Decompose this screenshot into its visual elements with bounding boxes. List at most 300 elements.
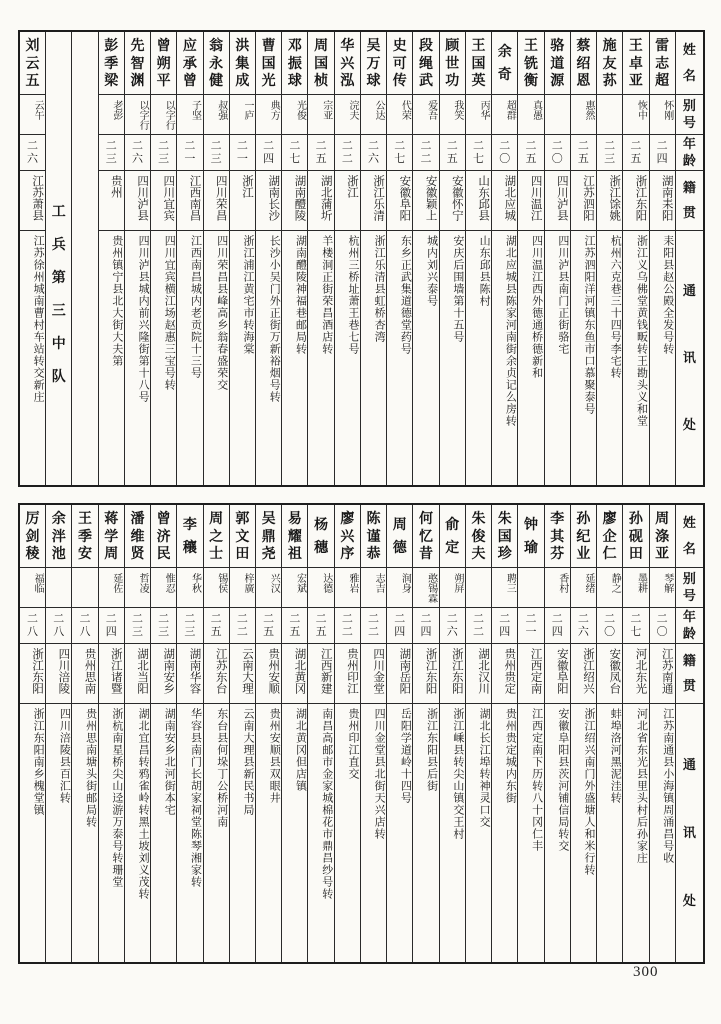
glyph: 绍: [576, 54, 591, 71]
glyph: 忆: [419, 527, 434, 544]
glyph: 季: [104, 54, 119, 71]
glyph: 珍: [497, 545, 512, 562]
glyph: 孙: [628, 509, 643, 526]
person-age: [151, 607, 176, 643]
person-column: [308, 32, 334, 485]
person-origin: 浙江东阳: [413, 643, 438, 703]
glyph: 二: [341, 153, 353, 166]
person-origin: 四川温江: [518, 170, 543, 230]
glyph: 昔: [419, 545, 434, 562]
glyph: 第: [51, 269, 66, 285]
glyph: 二: [27, 612, 38, 625]
glyph: 姓: [682, 42, 696, 58]
person-column: [387, 32, 413, 485]
person-name: [492, 32, 517, 94]
glyph: 年: [682, 609, 696, 625]
person-alias: 宗亚: [308, 94, 333, 134]
person-alias: 宏斌: [282, 567, 307, 607]
glyph: 兴: [340, 527, 355, 544]
person-age: [99, 607, 124, 643]
person-column: [177, 32, 203, 485]
glyph: 五: [525, 153, 537, 166]
glyph: 道: [550, 54, 565, 71]
person-address: 湖北应城县陈家河南街余贞记么房转: [492, 230, 517, 485]
glyph: 一: [525, 626, 537, 639]
header-age: [676, 134, 703, 170]
person-name: [650, 505, 675, 567]
glyph: 廖: [602, 509, 617, 526]
glyph: 二: [236, 139, 248, 152]
person-origin: 四川泸县: [545, 170, 570, 230]
person-alias: 延绪: [571, 567, 596, 607]
person-origin: 江苏东台: [204, 643, 229, 703]
glyph: 涤: [655, 527, 670, 544]
person-origin: 河北东光: [623, 643, 648, 703]
glyph: 二: [368, 139, 380, 152]
person-column: [650, 505, 676, 962]
person-address: 城内刘兴泰号: [413, 230, 438, 485]
person-column: [20, 505, 46, 962]
person-address: 浙江东阳县后街: [413, 703, 438, 962]
glyph: 处: [682, 893, 696, 908]
person-column: [125, 505, 151, 962]
person-alias: 以字行: [125, 94, 150, 134]
glyph: 二: [27, 139, 38, 152]
person-age: [308, 607, 333, 643]
glyph: 施: [602, 36, 617, 53]
glyph: 四: [105, 626, 117, 639]
glyph: 泓: [340, 72, 355, 89]
glyph: 绳: [419, 54, 434, 71]
glyph: 源: [550, 72, 565, 89]
glyph: 朔: [156, 54, 171, 71]
glyph: 工: [51, 203, 66, 219]
glyph: 恭: [366, 545, 381, 562]
glyph: 二: [131, 139, 143, 152]
person-origin: 江苏南通: [650, 643, 675, 703]
person-name: [571, 32, 596, 94]
glyph: 周: [655, 509, 670, 526]
person-age: [545, 134, 570, 170]
person-origin: 浙江馀姚: [597, 170, 622, 230]
glyph: 企: [602, 527, 617, 544]
glyph: 之: [209, 527, 224, 544]
person-name: [335, 505, 360, 567]
glyph: 二: [105, 612, 117, 625]
glyph: 二: [394, 139, 406, 152]
person-name: [125, 32, 150, 94]
glyph: 二: [184, 612, 196, 625]
glyph: 二: [368, 626, 380, 639]
glyph: 蔡: [576, 36, 591, 53]
person-origin: 江西南昌: [177, 170, 202, 230]
person-address: 江西定南下历转八十冈仁丰: [518, 703, 543, 962]
person-column: [518, 505, 544, 962]
person-address: 安徽阜阳县茨河铺信局转交: [545, 703, 570, 962]
glyph: 贯: [682, 204, 696, 220]
person-column: [387, 505, 413, 962]
person-origin: 江苏泗阳: [571, 170, 596, 230]
glyph: 彭: [104, 36, 119, 53]
glyph: 二: [499, 612, 511, 625]
glyph: 砚: [628, 527, 643, 544]
person-origin: 湖南长沙: [256, 170, 281, 230]
glyph: 讯: [682, 350, 696, 365]
glyph: 〇: [551, 153, 563, 166]
glyph: 三: [210, 153, 222, 166]
glyph: 二: [577, 612, 589, 625]
glyph: 号: [682, 588, 696, 604]
glyph: 陈: [366, 509, 381, 526]
glyph: 二: [551, 612, 563, 625]
person-column: [335, 32, 361, 485]
glyph: 二: [525, 612, 537, 625]
person-origin: 四川荣昌: [204, 170, 229, 230]
glyph: 二: [236, 626, 248, 639]
glyph: 队: [51, 368, 66, 384]
person-name: [623, 32, 648, 94]
person-column: [413, 505, 439, 962]
glyph: 四: [499, 626, 511, 639]
person-name: [440, 505, 465, 567]
person-name: [387, 505, 412, 567]
person-name: [413, 505, 438, 567]
glyph: 二: [289, 612, 301, 625]
person-age: [151, 134, 176, 170]
glyph: 二: [630, 139, 642, 152]
glyph: 通: [682, 283, 696, 298]
person-address: 岳阳学道岭十四号: [387, 703, 412, 962]
person-column: [361, 505, 387, 962]
person-column: [230, 505, 256, 962]
glyph: 武: [419, 72, 434, 89]
person-age: [623, 607, 648, 643]
glyph: 国: [261, 54, 276, 71]
person-alias: 恢中: [623, 94, 648, 134]
person-origin: 山东邱县: [466, 170, 491, 230]
person-age: [125, 134, 150, 170]
glyph: 二: [472, 612, 484, 625]
person-name: [571, 505, 596, 567]
person-alias: 梓廣: [230, 567, 255, 607]
person-name: [72, 505, 97, 567]
glyph: 吴: [261, 509, 276, 526]
glyph: 维: [130, 527, 145, 544]
person-age: [571, 134, 596, 170]
glyph: 〇: [604, 626, 616, 639]
glyph: 邓: [287, 36, 302, 53]
glyph: 二: [158, 139, 170, 152]
glyph: 二: [551, 139, 563, 152]
glyph: 王: [523, 36, 538, 53]
person-column: [20, 32, 46, 485]
person-age: [282, 607, 307, 643]
person-name: [597, 505, 622, 567]
table-columns-top: [20, 32, 703, 485]
person-origin: 浙江绍兴: [571, 643, 596, 703]
person-origin: 四川涪陵: [46, 643, 71, 703]
person-origin: 浙江诸暨: [99, 643, 124, 703]
person-name: [545, 32, 570, 94]
person-alias: 爱吾: [413, 94, 438, 134]
person-name: [20, 32, 45, 94]
person-name: [151, 32, 176, 94]
person-alias: 公达: [361, 94, 386, 134]
header-alias: [676, 94, 703, 134]
person-age: [230, 607, 255, 643]
person-address: 山东邱县陈村: [466, 230, 491, 485]
person-age: [492, 134, 517, 170]
person-column: [466, 505, 492, 962]
person-column: [440, 505, 466, 962]
person-column: [308, 505, 334, 962]
glyph: 四: [551, 626, 563, 639]
person-age: [492, 607, 517, 643]
person-alias: 我笑: [440, 94, 465, 134]
glyph: 二: [315, 612, 327, 625]
person-age: [623, 134, 648, 170]
person-alias: 兴汉: [256, 567, 281, 607]
glyph: 纪: [576, 527, 591, 544]
glyph: 二: [630, 612, 642, 625]
header-address: [676, 230, 703, 485]
header-age: [676, 607, 703, 643]
glyph: 亚: [655, 545, 670, 562]
person-address: 江苏泗阳洋河镇东鱼市口慕聚泰号: [571, 230, 596, 485]
person-column: [256, 505, 282, 962]
glyph: 业: [576, 545, 591, 562]
person-origin: 湖南岳阳: [387, 643, 412, 703]
glyph: 泮: [51, 527, 66, 544]
person-alias: 老彭: [99, 94, 124, 134]
glyph: 周: [209, 509, 224, 526]
person-origin: 贵州贵定: [492, 643, 517, 703]
person-age: [413, 134, 438, 170]
person-origin: 湖南耒阳: [650, 170, 675, 230]
glyph: 三: [51, 302, 66, 318]
person-address: 南昌高邮市金家城棉花市鼎昌纱号转: [308, 703, 333, 962]
person-name: [177, 32, 202, 94]
person-alias: 香村: [545, 567, 570, 607]
person-name: [492, 505, 517, 567]
glyph: 四: [394, 626, 406, 639]
glyph: 夫: [471, 545, 486, 562]
glyph: 国: [497, 527, 512, 544]
header-name: [676, 32, 703, 94]
glyph: 五: [446, 153, 458, 166]
header-origin: [676, 643, 703, 703]
glyph: 俞: [445, 515, 460, 532]
glyph: 二: [472, 626, 484, 639]
glyph: 名: [682, 67, 696, 83]
person-origin: 浙江东阳: [623, 170, 648, 230]
person-age: [650, 607, 675, 643]
glyph: 尧: [261, 545, 276, 562]
glyph: 名: [682, 540, 696, 556]
person-alias: 怀刚: [650, 94, 675, 134]
glyph: 五: [315, 153, 327, 166]
person-age: [335, 607, 360, 643]
person-address: 杭州六克巷三十四号李宅转: [597, 230, 622, 485]
person-address: 浙江嵊县转尖山镇交王村: [440, 703, 465, 962]
glyph: 梁: [104, 72, 119, 89]
person-address: 云南大理县新民书局: [230, 703, 255, 962]
glyph: 骆: [550, 36, 565, 53]
glyph: 万: [366, 54, 381, 71]
person-name: [361, 505, 386, 567]
glyph: 易: [287, 509, 302, 526]
glyph: 二: [656, 139, 668, 152]
person-address: 羊楼洞正街荣昌酒店转: [308, 230, 333, 485]
glyph: 朱: [497, 509, 512, 526]
glyph: 二: [236, 612, 248, 625]
glyph: 健: [209, 72, 224, 89]
person-address: 湖北宜昌转鸦雀岭转黑土坡刘义茂转: [125, 703, 150, 962]
table-columns-bottom: [20, 505, 703, 962]
person-address: 耒阳县赵公殿全发号转: [650, 230, 675, 485]
glyph: 八: [27, 626, 38, 639]
person-name: [308, 32, 333, 94]
glyph: 球: [287, 72, 302, 89]
person-address: 河北省东光县里头村后孙家庄: [623, 703, 648, 962]
glyph: 一: [184, 153, 196, 166]
person-column: [650, 32, 676, 485]
person-alias: [466, 567, 491, 607]
person-alias: 雅岩: [335, 567, 360, 607]
glyph: 廖: [340, 509, 355, 526]
glyph: 六: [27, 153, 38, 166]
person-name: [125, 505, 150, 567]
person-alias: 静之: [597, 567, 622, 607]
person-name: [387, 32, 412, 94]
person-name: [466, 505, 491, 567]
glyph: 安: [77, 545, 92, 562]
person-column: [204, 505, 230, 962]
glyph: 吴: [366, 36, 381, 53]
person-origin: 四川宜宾: [151, 170, 176, 230]
glyph: 二: [341, 612, 353, 625]
glyph: 五: [25, 72, 40, 89]
glyph: 平: [156, 72, 171, 89]
person-name: [308, 505, 333, 567]
person-age: [597, 607, 622, 643]
person-alias: 惠然: [571, 94, 596, 134]
person-alias: 聘三: [492, 567, 517, 607]
person-alias: 延佐: [99, 567, 124, 607]
glyph: 八: [79, 626, 91, 639]
person-age: [650, 134, 675, 170]
person-alias: 润身: [387, 567, 412, 607]
person-address: 华容县南门长胡家祠堂陈琴湘家转: [177, 703, 202, 962]
glyph: 曹: [261, 36, 276, 53]
person-origin: 浙江乐清: [361, 170, 386, 230]
person-origin: 湖南醴陵: [282, 170, 307, 230]
person-address: 四川荣昌县峰高乡翁春盛荣交: [204, 230, 229, 485]
glyph: 二: [499, 139, 511, 152]
glyph: 贤: [130, 545, 145, 562]
glyph: 五: [210, 626, 222, 639]
glyph: 余: [51, 509, 66, 526]
glyph: 年: [682, 136, 696, 152]
glyph: 龄: [682, 152, 696, 168]
glyph: 二: [368, 612, 380, 625]
person-column: [597, 505, 623, 962]
glyph: 志: [655, 54, 670, 71]
glyph: 一: [236, 153, 248, 166]
person-alias: 丙华: [466, 94, 491, 134]
glyph: 谨: [366, 527, 381, 544]
glyph: 田: [235, 545, 250, 562]
glyph: 二: [341, 626, 353, 639]
glyph: 三: [604, 153, 616, 166]
glyph: 铣: [523, 54, 538, 71]
person-address: 四川涪陵县百汇转: [46, 703, 71, 962]
glyph: 济: [156, 527, 171, 544]
person-origin: 湖北黄冈: [282, 643, 307, 703]
person-column: [151, 32, 177, 485]
person-origin: 湖北应城: [492, 170, 517, 230]
glyph: 六: [368, 153, 380, 166]
person-origin: 安徽阜阳: [545, 643, 570, 703]
glyph: 孙: [576, 509, 591, 526]
glyph: 剑: [25, 527, 40, 544]
glyph: 七: [394, 153, 406, 166]
person-column: [151, 505, 177, 962]
glyph: 籍: [682, 653, 696, 669]
person-address: 浙江东阳南乡槐堂镇: [20, 703, 45, 962]
glyph: 祖: [287, 545, 302, 562]
person-alias: 锡侯: [204, 567, 229, 607]
glyph: 〇: [499, 153, 511, 166]
roster-table-top: [18, 30, 705, 487]
person-age: [361, 607, 386, 643]
person-column: [623, 32, 649, 485]
glyph: 二: [210, 139, 222, 152]
person-alias: 惟忍: [151, 567, 176, 607]
person-address: 长沙小吴门外正街万新裕烟号转: [256, 230, 281, 485]
glyph: 六: [131, 153, 143, 166]
glyph: 二: [604, 612, 616, 625]
person-column: [571, 32, 597, 485]
person-age: [125, 607, 150, 643]
page-number: 300: [633, 964, 659, 980]
person-origin: 浙江东阳: [440, 643, 465, 703]
person-name: [256, 505, 281, 567]
person-alias: 华秋: [177, 567, 202, 607]
person-alias: [545, 94, 570, 134]
person-address: 贵州思南塘头街邮局转: [72, 703, 97, 962]
person-origin: 安徽凤台: [597, 643, 622, 703]
person-alias: 志吉: [361, 567, 386, 607]
person-age: [308, 134, 333, 170]
glyph: 曾: [182, 72, 197, 89]
glyph: 二: [53, 612, 65, 625]
glyph: 蒋: [104, 509, 119, 526]
person-name: [335, 32, 360, 94]
glyph: 耀: [287, 527, 302, 544]
glyph: 钟: [523, 515, 538, 532]
glyph: 六: [446, 626, 458, 639]
header-alias: [676, 567, 703, 607]
glyph: 序: [340, 545, 355, 562]
glyph: 史: [392, 36, 407, 53]
glyph: 仁: [602, 545, 617, 562]
glyph: 德: [392, 539, 407, 556]
person-column: [256, 32, 282, 485]
glyph: 杨: [314, 515, 329, 532]
glyph: 应: [182, 36, 197, 53]
person-column: [492, 32, 518, 485]
